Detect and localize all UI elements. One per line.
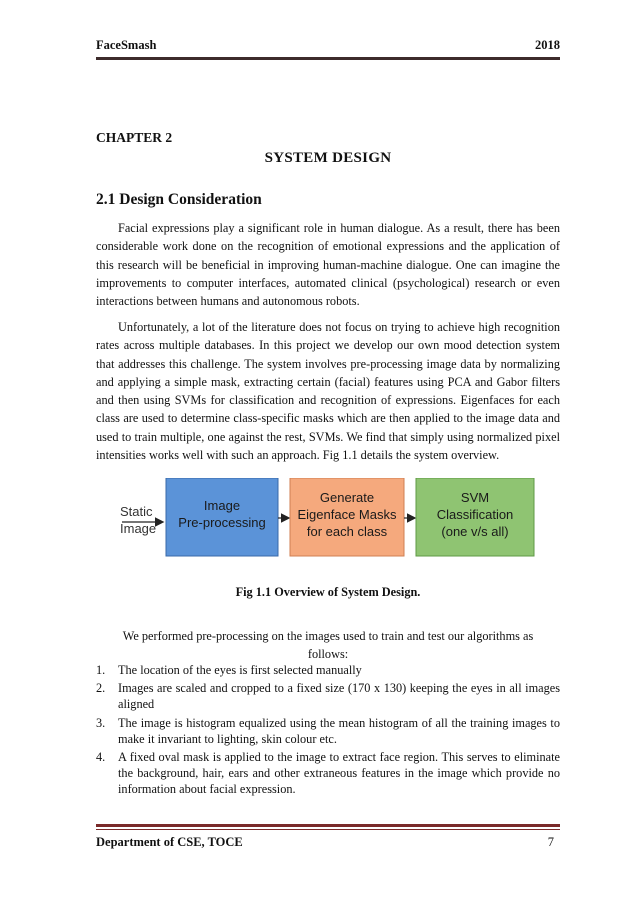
step-number: 2.	[96, 681, 106, 696]
step-number: 1.	[96, 663, 106, 677]
box-eigenface-line-3: for each class	[306, 524, 388, 539]
input-label-line-1: Static	[120, 504, 153, 519]
header-rule	[96, 57, 560, 60]
box-eigenface-line-1: Generate	[319, 490, 375, 505]
paragraph-2: Unfortunately, a lot of the literature does not focus on trying to achieve high recognition rates across multiple databases. In this project we develop our own mood detection system that addresses this challenge. The system involves pre-processing image data by normalizing and applying a simple mask, extracting certain (facial) features using PCA and Gabor filters and then using SVMs for classification and recognition of expressions. Eigenfaces for each class are used to determine class-specific masks which are then applied to the image data and used to train multiple, one against the rest, SVMs. We find that simply using normalized pixel intensities works well with such an approach. Fig 1.1 details the system overview.	[96, 320, 560, 463]
header-year: 2018	[535, 38, 560, 52]
footer-rule	[96, 824, 560, 827]
paragraph-1: Facial expressions play a significant role in human dialogue. As a result, there has been considerable work done on the recognition of emotional expressions and the application of this research will be beneficial in improving human-machine dialogue. One can imagine the improvements to computer interfaces, automated clinical (psychological) research or even interactions between humans and autonomous robots.	[96, 221, 560, 309]
step-number: 3.	[96, 715, 106, 730]
page-number: 7	[547, 835, 554, 849]
chapter-title-text: SYSTEM DESIGN	[264, 150, 392, 166]
chapter-label: CHAPTER 2	[96, 130, 173, 145]
page-footer	[96, 835, 560, 851]
step-item	[96, 662, 560, 678]
step-text: The location of the eyes is first selected manually	[118, 663, 362, 677]
box-preprocessing-line-2: Pre-processing	[178, 515, 266, 530]
section-heading: 2.1 Design Consideration	[96, 191, 262, 208]
step-item	[96, 749, 560, 798]
step-text: A fixed oval mask is applied to the image to extract face region. This serves to eliminate the background, hair, ears and other extraneous features in the image which provide no information about facial expression.	[118, 750, 560, 797]
box-svm-line-2: Classification	[436, 507, 514, 522]
step-item	[96, 715, 560, 747]
box-preprocessing-line-1: Image	[203, 498, 241, 513]
step-number: 4.	[96, 750, 106, 765]
footer-department: Department of CSE, TOCE	[96, 835, 243, 849]
system-overview-diagram	[110, 478, 550, 560]
input-label-line-2: Image	[120, 521, 157, 536]
preprocessing-steps	[96, 662, 560, 800]
step-text: Images are scaled and cropped to a fixed size (170 x 130) keeping the eyes in all images aligned	[118, 681, 560, 712]
page-header	[96, 38, 560, 54]
steps-intro: We performed pre-processing on the images used to train and test our algorithms as follows:	[122, 629, 534, 661]
header-title: FaceSmash	[96, 38, 157, 52]
box-svm-line-3: (one v/s all)	[441, 524, 509, 539]
step-text: The image is histogram equalized using the mean histogram of all the training images to make it invariant to lighting, skin colour etc.	[118, 715, 560, 746]
box-svm-line-1: SVM	[460, 490, 490, 505]
step-item	[96, 680, 560, 712]
chapter-title	[96, 150, 560, 167]
figure-caption: Fig 1.1 Overview of System Design.	[235, 585, 421, 599]
box-eigenface-line-2: Eigenface Masks	[297, 507, 397, 522]
footer-rule-thin	[96, 829, 560, 830]
